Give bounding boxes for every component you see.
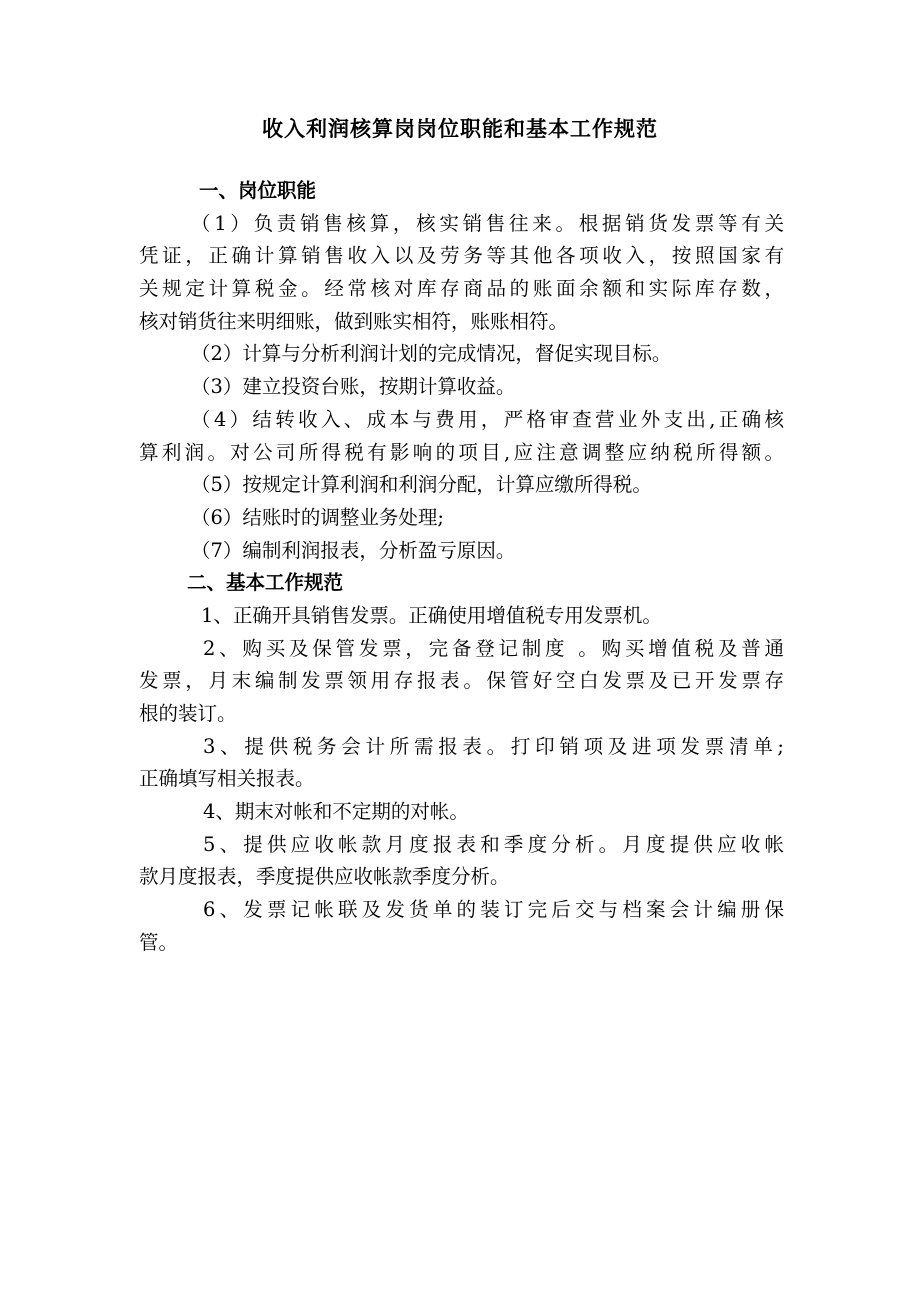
paragraph-line: 款月度报表，季度提供应收帐款季度分析。 bbox=[139, 865, 510, 889]
paragraph-line: 核对销货往来明细账，做到账实相符，账账相符。 bbox=[139, 309, 569, 333]
section-heading-work-rules: 二、基本工作规范 bbox=[187, 571, 344, 595]
paragraph-line: （3）建立投资台账，按期计算收益。 bbox=[191, 375, 516, 399]
paragraph-line: 6、发票记帐联及发货单的装订完后交与档案会计编册保 bbox=[203, 898, 784, 922]
paragraph-line: （4）结转收入、成本与费用，严格审查营业外支出,正确核 bbox=[191, 407, 784, 431]
paragraph-line: 1、正确开具销售发票。正确使用增值税专用发票机。 bbox=[201, 603, 662, 627]
paragraph-line: 2、购买及保管发票，完备登记制度 。购买增值税及普通 bbox=[203, 636, 784, 660]
section-heading-duties: 一、岗位职能 bbox=[199, 179, 317, 202]
paragraph-line: 正确填写相关报表。 bbox=[139, 767, 315, 791]
paragraph-line: 凭证，正确计算销售收入以及劳务等其他各项收入，按照国家有 bbox=[139, 244, 784, 268]
paragraph-line: （7）编制利润报表，分析盈亏原因。 bbox=[191, 538, 516, 562]
paragraph-line: 管。 bbox=[139, 930, 179, 954]
document-body bbox=[139, 175, 784, 960]
paragraph-line: 根的装订。 bbox=[139, 702, 237, 725]
paragraph-line: 4、期末对帐和不定期的对帐。 bbox=[203, 800, 469, 824]
paragraph-line: （1）负责销售核算，核实销售往来。根据销货发票等有关 bbox=[191, 211, 784, 235]
paragraph-line: （5）按规定计算利润和利润分配，计算应缴所得税。 bbox=[191, 473, 652, 497]
paragraph-line: 发票，月末编制发票领用存报表。保管好空白发票及已开发票存 bbox=[139, 669, 784, 693]
paragraph-line: （2）计算与分析利润计划的完成情况，督促实现目标。 bbox=[191, 342, 672, 366]
paragraph-line: 关规定计算税金。经常核对库存商品的账面余额和实际库存数， bbox=[139, 277, 784, 301]
paragraph-line: 算利润。对公司所得税有影响的项目,应注意调整应纳税所得额。 bbox=[139, 440, 784, 464]
paragraph-line: （6）结账时的调整业务处理; bbox=[191, 505, 444, 529]
document-title: 收入利润核算岗岗位职能和基本工作规范 bbox=[262, 116, 658, 141]
paragraph-line: 5、提供应收帐款月度报表和季度分析。月度提供应收帐 bbox=[203, 832, 784, 856]
paragraph-line: 3、提供税务会计所需报表。打印销项及进项发票清单; bbox=[203, 734, 784, 758]
